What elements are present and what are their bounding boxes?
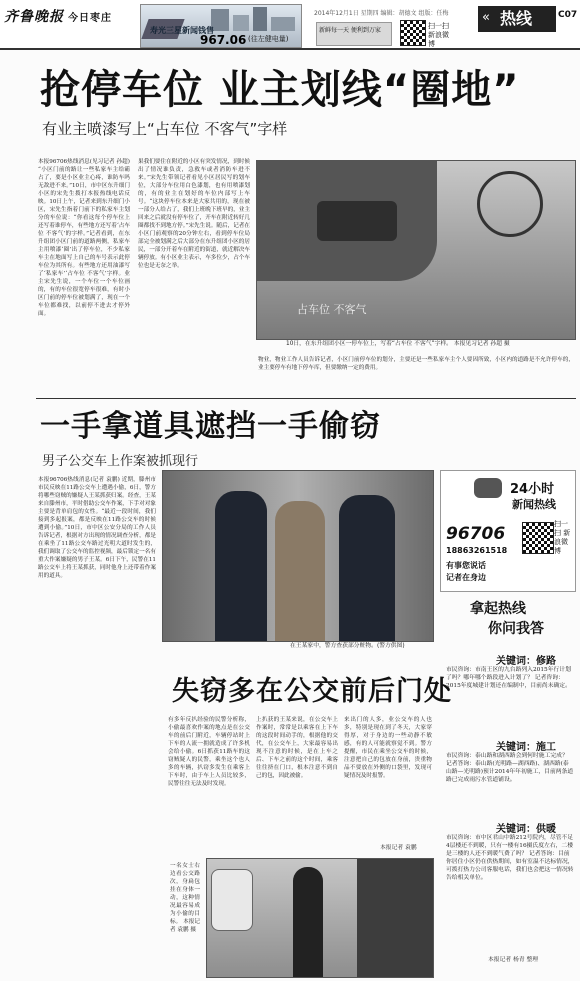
article1-col2: 果我们要住在附近的小区有突发情况，到时候出了情况谁负责，急救车或者消防车进不来。”宋先生带领记者看见小区居民写的划车位，大部分车位用白色漆划，也有用喷漆划的，有的业主在划好的车位内部写上车号。“这块停车位本来是大家共用的，现在被一部分人给占了，我们上班晚下班早的，业主回来之后就没有停车位了，开车在附近转好几圈都找不到地方停。”宋先生说。随后，记者在小区门前观察的20分钟左右，看到停车位局部完全被划满之后大部分在东升组团小区的居民，一部分开着车在附近的街道，就近解决车辆停放。有小区业主表示，车多位少，占个车位也是无奈之举。 [138, 159, 250, 269]
photo-caption-2: 在王某家中，警方查获部分赃物。(警方供图) [290, 643, 405, 649]
slogan-1: 有事您说话 [446, 561, 486, 570]
promo-2: 你问我答 [488, 621, 544, 637]
qa-1: 市民咨询：市南王区的九台路列入2015年行计划了吗？哪年哪个路段进入计划了？ 记者咨询：2015年度城建计划还在编制中，目前尚未确定。 [446, 667, 571, 689]
headline-1: 抢停车位 业主划线“圈地” [40, 67, 520, 113]
section-label: 热线 [500, 9, 533, 28]
promo-1: 拿起热线 [470, 601, 526, 617]
paper-name [4, 6, 112, 26]
qr-label: 扫一扫 新浪微博 [428, 22, 449, 48]
headline-2: 一手拿道具遮挡一手偷窃 [40, 409, 381, 444]
article2-col1: 本报96706热线消息(记者 袁鹏) 近期，滕州市市民反映在11路公交车上遭遇小偷，6日，警方将哪些窃贼的嫌疑人王某抓获归案。经查，王某来自滕州市，平时借助公交车作案，下手对对象主要是背单肩包的女性。“最近一段时间，我们接到多起报案，都是反映在11路公交车的时候遭到小偷。”10日，市中区公安分局的工作人员告诉记者，根据对方出现的情况调查分析，都是在乘坐了11路公交车路过光明大道时发生的，我们调取了公交车的监控视频，最后锁定一名有重大作案嫌疑的男子王某。6日下午，民警在11路公交车上将王某抓获，同时他身上还带着作案用的道具。 [38, 477, 156, 579]
edition-label: 今日枣庄 [68, 13, 112, 24]
photo-police [162, 470, 434, 642]
banner-number: 967.06 [200, 33, 247, 47]
subtitle-2: 男子公交车上作案被抓现行 [42, 454, 199, 469]
photo-caption-3: 一名女士右边看公交路次，身扁包挂在身体一动，这种情况最容易成为小偷的目标。 本报记者 袁鹏 摄 [170, 863, 200, 933]
keyword-1: 关键词：修路 [496, 656, 556, 667]
keyword-2: 关键词：施工 [496, 742, 556, 753]
subtitle-1: 有业主喷漆写上“占车位 不客气”字样 [42, 120, 288, 138]
phone-icon [474, 478, 502, 498]
article3-col2: 上扒获的王某来说，在公交车上作案时，常常是以乘客在上下车的这段时间动手的，根据他的交代，在公交车上，大家最容易出现不注意的时候，是在上车之后、下车之前的这个时间，乘客往往挤在门口，根本注意不到自己的包，因此被偷。 [256, 717, 338, 779]
sidebar-qr-label: 扫一扫 新浪微博 [554, 520, 571, 555]
qr-code-icon [522, 522, 554, 554]
photo-car: 占车位 不客气 [256, 160, 576, 340]
photo-bus [206, 858, 434, 978]
photo-caption-1: 10日，在东升组团小区一停车位上，写着“占车位 不客气”字样。 本报见习记者 孙超 摄 [286, 341, 510, 347]
article3-col1: 有多年反扒经验的民警分析称，小偷最喜欢作案的地点是在公交车的前后门附近，车辆停站时上下车的人流一拥就造成了许多机会给小偷。6日抓获11路车的这窃贼疑人的民警，乘坐这个也人多的车辆，扒窃多发生在乘客上下车时，由于车上人员比较多，民警往往无法及时发现。 [168, 717, 250, 787]
chevron-left-icon: « [482, 10, 490, 25]
keyword-3: 关键词：供暖 [496, 824, 556, 835]
qr-code-icon [400, 20, 426, 46]
article1-col1: 本报96706热线消息(见习记者 孙超) “小区门前的路让一些私家车主给霸占了，要是小区业主心疼，谁防车吗无敌进不来。”10日，市中区东升细门小区的宋先生拨打本报热线电话反映。10日上午，记者来到东升细门小区，宋先生指着门前下的私家车主划分的车位说：“你看这每个停车位上还写着谁停车，有些地方还写着‘占车位 不客气’的字样。”记者看到，在东升组团小区门前的道路两侧，私家车主用喷漆‘圈’出了停车位，不少私家车主在地面写上自己的车号表示此停车位为其所有。有些地方还用油漆写了‘私家车’‘占车位 不客气’字样。业主宋先生说，一个车位一个车位画的，有的车位很宽停车很难，有时小区门前的停车位被划满了，现在一个车位都难找，以前停不进去才停外面。 [38, 159, 130, 317]
paper-title: 齐鲁晚报 [4, 9, 64, 25]
ad-text: 新鲜每一天 便利到万家 [319, 27, 381, 34]
divider [36, 398, 576, 399]
hotline-number: 96706 [446, 524, 506, 544]
page-number: C07 [558, 10, 578, 20]
dateline: 2014年12月1日 星期四 编辑：胡德文 组版：任梅 [314, 10, 449, 17]
ad-box [316, 22, 392, 46]
banner-text: 寿光三星新闻钱售 [150, 26, 214, 35]
sidebar-byline: 本报记者 杨青 整理 [488, 957, 539, 963]
slogan-2: 记者在身边 [446, 573, 486, 582]
hotline-label: 24小时 [510, 482, 555, 497]
hotline-phone: 18863261518 [446, 546, 508, 555]
article1-col3: 物业，物业工作人员告诉记者，小区门前停车位的划分，主要还是一些私家车主个人要因所致，小区内的道路是不允许停车的，业主要停车有地下停车库，但要缴纳一定的费用。 [258, 357, 574, 371]
article3-col3: 来出门的人多，业公交车的人也多，特别是现在到了冬天，大家穿得厚，对于身边的一些动静不敏感，有的人可能就察觉不到。警方提醒，市民在乘坐公交车的时候，注意把自己的包放在身前，贵重物品不要放在外侧的口袋里，发现可疑情况及时报警。 [344, 717, 432, 779]
qa-2: 市民咨询：泰山路和湖西路会到何时施工完成？ 记者答询：泰山路(光明路—湖西路)、湖西路(泰山路—光明路)预计2014年年初施工，目前两条道路已完成雨污水管道铺设。 [446, 753, 574, 783]
qa-3: 市民咨询：市中区君山中路212号院内，尽管不足4层楼还不到暖，只有一楼有16摄氏度左右，二楼是三楼的人还不到暖气费了吗？ 记者答询：目前你居住小区仍在供热期间，如有室温不达标情况，可拨打热力公司客服电话，我们也会把这一情况转告给相关单位。 [446, 835, 574, 881]
hotline-label-2: 新闻热线 [512, 498, 556, 511]
headline-3: 失窃多在公交前后门处 [172, 676, 452, 707]
banner-sub: (往左健电量) [248, 35, 289, 43]
byline-3: 本报记者 袁鹏 [380, 845, 417, 851]
